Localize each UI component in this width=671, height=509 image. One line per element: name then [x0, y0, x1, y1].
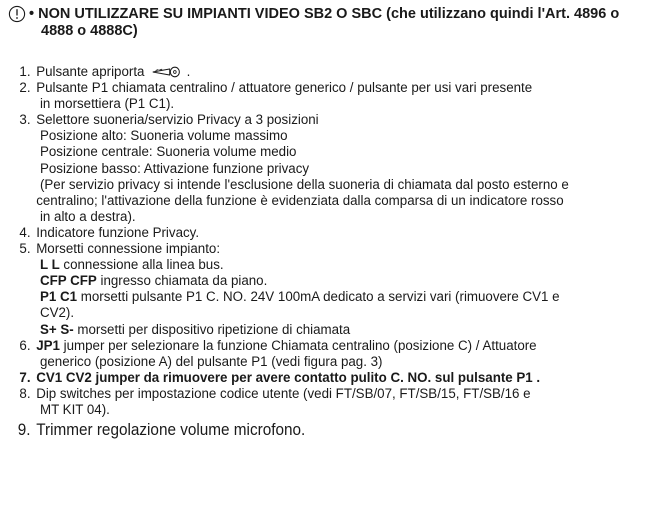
warning-line-2: 4888 o 4888C) [41, 23, 138, 39]
terminal-line [36, 273, 624, 289]
item-number: 1. [19, 64, 31, 80]
list-item-3 [8, 112, 624, 225]
item-line: Indicatore funzione Privacy. [36, 224, 200, 241]
terminal-desc: connessione alla linea bus. [59, 257, 224, 274]
item-line: in morsettiera (P1 C1). [39, 96, 175, 113]
item-line: Posizione alto: Suoneria volume massimo [39, 128, 288, 145]
item-line: Trimmer regolazione volume microfono. [36, 421, 306, 440]
item-number: 2. [19, 80, 31, 97]
terminal-desc: morsetti per dispositivo ripetizione di chiamata [73, 321, 351, 338]
item-line: Selettore suoneria/servizio Privacy a 3 posizioni [36, 112, 319, 129]
item-text: Pulsante apriporta [36, 64, 145, 80]
item-line: centralino; l'attivazione della funzione è evidenziata dalla comparsa di un indicatore rosso [36, 192, 564, 209]
list-item-6 [8, 338, 624, 370]
item-line: Posizione basso: Attivazione funzione privacy [39, 160, 310, 177]
item-line: Posizione centrale: Suoneria volume medio [39, 144, 297, 161]
item-number: 6. [19, 337, 31, 354]
item-number: 4. [19, 224, 31, 241]
item-line: in alto a destra). [39, 208, 136, 225]
list-item-9 [8, 420, 624, 440]
item-number: 5. [19, 241, 31, 258]
jumper-label: JP1 [36, 337, 60, 354]
list-item-8 [8, 386, 624, 418]
terminal-label: L L [39, 257, 60, 274]
list-item-7 [8, 370, 624, 386]
warning-line-1: • NON UTILIZZARE SU IMPIANTI VIDEO SB2 O SBC (che utilizzano quindi l'Art. 4896 o [29, 6, 620, 22]
terminal-label: S+ S- [39, 321, 74, 338]
terminal-desc: CV2). [39, 305, 75, 322]
item-number: 3. [19, 112, 31, 129]
warning-note [8, 6, 663, 40]
item-line: Dip switches per impostazione codice utente (vedi FT/SB/07, FT/SB/15, FT/SB/16 e [36, 385, 531, 402]
key-icon [151, 65, 183, 79]
item-title: Morsetti connessione impianto: [36, 241, 221, 258]
list-item-1 [8, 64, 624, 80]
terminal-line [36, 305, 624, 321]
warning-icon [8, 5, 26, 23]
item-line: (Per servizio privacy si intende l'esclusione della suoneria di chiamata dal posto esterno e [39, 176, 569, 193]
terminal-desc: morsetti pulsante P1 C. NO. 24V 100mA dedicato a servizi vari (rimuovere CV1 e [77, 289, 560, 306]
numbered-list [8, 64, 624, 440]
item-suffix: . [186, 64, 191, 80]
warning-text [29, 6, 619, 40]
terminal-label: CFP CFP [39, 273, 97, 290]
terminal-desc: ingresso chiamata da piano. [96, 273, 268, 290]
item-line: generico (posizione A) del pulsante P1 (vedi figura pag. 3) [39, 353, 383, 370]
list-item-2 [8, 80, 624, 112]
item-line: MT KIT 04). [39, 401, 110, 418]
item-number: 7. [19, 369, 31, 386]
item-line: Pulsante P1 chiamata centralino / attuatore generico / pulsante per usi vari presente [36, 80, 533, 97]
item-line: CV1 CV2 jumper da rimuovere per avere contatto pulito C. NO. sul pulsante P1 . [36, 369, 541, 386]
item-number: 8. [19, 385, 31, 402]
list-item-5 [8, 241, 624, 338]
list-item-4 [8, 225, 624, 241]
terminal-label: P1 C1 [39, 289, 78, 306]
terminal-line [36, 289, 624, 305]
terminal-line [36, 322, 624, 338]
item-line: jumper per selezionare la funzione Chiamata centralino (posizione C) / Attuatore [59, 337, 537, 354]
terminal-line [36, 257, 624, 273]
item-number: 9. [17, 421, 31, 440]
